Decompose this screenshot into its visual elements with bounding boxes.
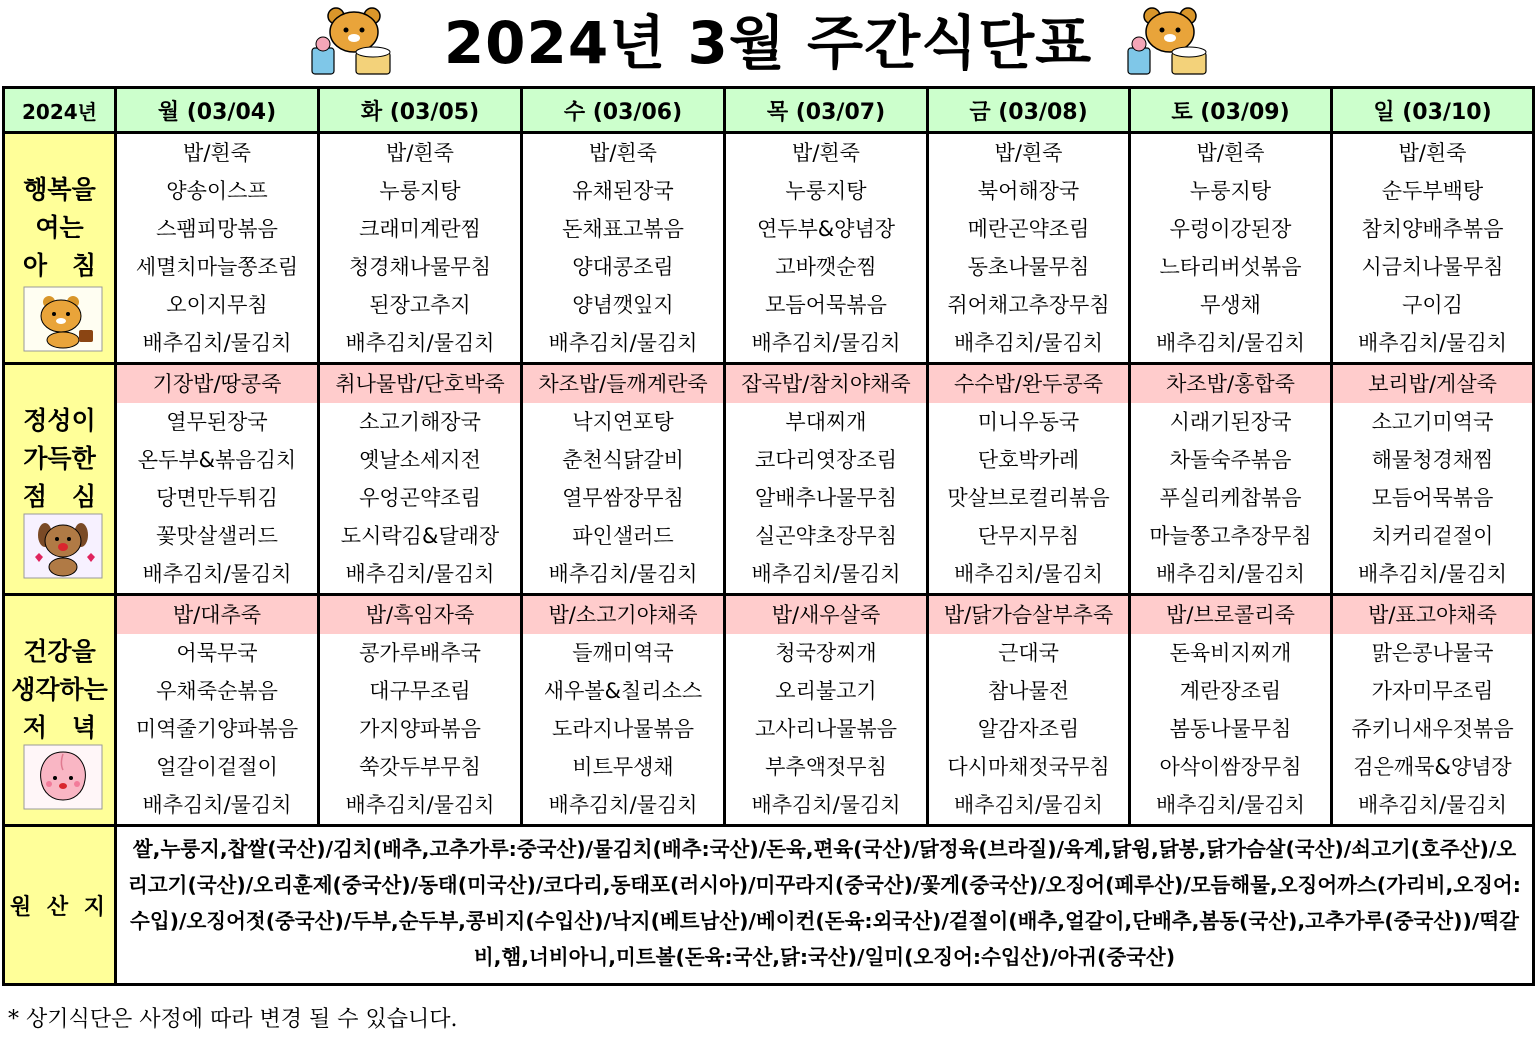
dish-item: 양대콩조림 <box>572 255 674 279</box>
dish-item: 느타리버섯볶음 <box>1159 255 1302 279</box>
menu-cell-sun <box>1332 364 1534 595</box>
dish-item: 알감자조림 <box>977 717 1080 741</box>
page-title: 2024년 3월 주간식단표 <box>443 9 1093 77</box>
menu-cell-sun <box>1332 133 1534 364</box>
menu-cell-fri <box>928 595 1130 826</box>
dish-item: 시래기된장국 <box>1169 410 1292 434</box>
dish-item: 무생채 <box>1200 293 1261 317</box>
dish-item: 배추김치/물김치 <box>953 793 1104 817</box>
dish-item: 도라지나물볶음 <box>551 717 694 741</box>
dish-item: 청경채나물무침 <box>348 255 491 279</box>
dish-item: 코다리엿장조림 <box>754 448 897 472</box>
dish-item: 도시락김&달래장 <box>340 524 500 548</box>
dish-item: 얼갈이겉절이 <box>156 755 278 779</box>
dish-item: 밥/흰죽 <box>994 141 1063 165</box>
day-header-thu: 목 (03/07) <box>725 88 928 133</box>
dish-item: 배추김치/물김치 <box>1357 562 1508 586</box>
dish-item: 배추김치/물김치 <box>548 562 698 586</box>
dish-item: 들깨미역국 <box>572 641 674 665</box>
dish-list <box>117 134 317 362</box>
dish-item: 소고기해장국 <box>359 410 481 434</box>
menu-cell-wed <box>522 595 725 826</box>
dish-item: 쥐어채고추장무침 <box>947 293 1110 317</box>
weekly-menu-table <box>2 86 1535 986</box>
dish-item: 취나물밥/단호박죽 <box>320 365 520 403</box>
dish-item: 배추김치/물김치 <box>751 793 901 817</box>
dish-list <box>1131 365 1330 593</box>
dish-item: 기장밥/땅콩죽 <box>117 365 317 403</box>
dish-item: 배추김치/물김치 <box>345 562 495 586</box>
dish-item: 배추김치/물김치 <box>751 562 901 586</box>
dish-item: 파인샐러드 <box>572 524 674 548</box>
dish-item: 마늘쫑고추장무침 <box>1149 524 1312 548</box>
dish-item: 배추김치/물김치 <box>142 562 292 586</box>
dish-item: 대구무조림 <box>369 679 471 703</box>
dish-item: 배추김치/물김치 <box>953 562 1104 586</box>
dish-list <box>726 365 926 593</box>
dish-item: 가자미무조림 <box>1371 679 1494 703</box>
dish-item: 비트무생채 <box>572 755 674 779</box>
dish-item: 세멸치마늘쫑조림 <box>135 255 299 279</box>
lunch-row <box>4 364 1534 595</box>
menu-cell-fri <box>928 133 1130 364</box>
origin-label: 원 산 지 <box>4 826 116 985</box>
dish-item: 밥/닭가슴살부추죽 <box>929 596 1128 634</box>
breakfast-row <box>4 133 1534 364</box>
dish-item: 단호박카레 <box>977 448 1080 472</box>
dish-item: 우채죽순볶음 <box>156 679 278 703</box>
dish-item: 밥/대추죽 <box>117 596 317 634</box>
menu-cell-thu <box>725 133 928 364</box>
dish-list <box>1333 596 1532 824</box>
dish-item: 우엉곤약조림 <box>359 486 481 510</box>
frodo-dog-mascot-icon <box>23 513 103 579</box>
menu-cell-tue <box>319 133 522 364</box>
menu-cell-tue <box>319 364 522 595</box>
header-row <box>4 88 1534 133</box>
dish-list <box>320 134 520 362</box>
dish-item: 밥/흰죽 <box>386 141 454 165</box>
dish-item: 유채된장국 <box>572 179 674 203</box>
dish-item: 검은깨묵&양념장 <box>1353 755 1512 779</box>
dish-item: 밥/흰죽 <box>792 141 860 165</box>
dish-list <box>523 365 723 593</box>
dish-item: 구이김 <box>1402 293 1463 317</box>
dinner-row <box>4 595 1534 826</box>
dish-item: 밥/새우살죽 <box>726 596 926 634</box>
meal-label-text: 정성이 가득한 점 심 <box>22 406 97 511</box>
dish-item: 부대찌개 <box>785 410 867 434</box>
menu-cell-fri <box>928 364 1130 595</box>
dish-item: 밥/흑임자죽 <box>320 596 520 634</box>
menu-cell-mon <box>116 133 319 364</box>
dish-list <box>320 596 520 824</box>
dish-item: 시금치나물무침 <box>1361 255 1504 279</box>
dish-item: 양송이스프 <box>166 179 268 203</box>
title-area <box>0 0 1536 86</box>
dish-list <box>929 365 1128 593</box>
menu-cell-mon <box>116 364 319 595</box>
day-header-mon: 월 (03/04) <box>116 88 319 133</box>
dish-item: 미역줄기양파볶음 <box>135 717 299 741</box>
dish-item: 배추김치/물김치 <box>953 331 1104 355</box>
dish-item: 차돌숙주볶음 <box>1169 448 1292 472</box>
dish-item: 다시마채젓국무침 <box>947 755 1110 779</box>
dish-item: 계란장조림 <box>1179 679 1282 703</box>
dish-item: 청국장찌개 <box>775 641 877 665</box>
dish-item: 쑥갓두부무침 <box>359 755 481 779</box>
menu-cell-thu <box>725 595 928 826</box>
dish-item: 맛살브로컬리볶음 <box>947 486 1110 510</box>
dish-item: 근대국 <box>998 641 1059 665</box>
dish-item: 콩가루배추국 <box>359 641 481 665</box>
dish-list <box>523 596 723 824</box>
dish-item: 배추김치/물김치 <box>345 793 495 817</box>
dish-item: 수수밥/완두콩죽 <box>929 365 1128 403</box>
dish-item: 누룽지탕 <box>1189 179 1272 203</box>
dish-list <box>117 365 317 593</box>
dish-item: 우렁이강된장 <box>1169 217 1292 241</box>
dish-list <box>726 134 926 362</box>
dish-item: 밥/표고야채죽 <box>1333 596 1532 634</box>
dish-item: 배추김치/물김치 <box>142 331 292 355</box>
dish-item: 밥/흰죽 <box>183 141 251 165</box>
dish-item: 봄동나물무침 <box>1169 717 1292 741</box>
dish-item: 옛날소세지전 <box>359 448 481 472</box>
dish-list <box>1333 134 1532 362</box>
menu-cell-tue <box>319 595 522 826</box>
dish-item: 배추김치/물김치 <box>1357 793 1508 817</box>
dish-item: 배추김치/물김치 <box>1357 331 1508 355</box>
dish-item: 돈육비지찌개 <box>1169 641 1292 665</box>
dish-item: 낙지연포탕 <box>572 410 674 434</box>
menu-cell-sat <box>1130 133 1332 364</box>
dish-list <box>726 596 926 824</box>
dish-item: 동초나물무침 <box>967 255 1090 279</box>
dish-item: 배추김치/물김치 <box>1155 331 1306 355</box>
dish-item: 오이지무침 <box>166 293 268 317</box>
dish-item: 밥/소고기야채죽 <box>523 596 723 634</box>
breakfast-label <box>4 133 116 364</box>
dish-item: 새우볼&칠리소스 <box>543 679 703 703</box>
dish-item: 잡곡밥/참치야채죽 <box>726 365 926 403</box>
menu-cell-wed <box>522 364 725 595</box>
dish-item: 북어해장국 <box>977 179 1080 203</box>
dish-item: 된장고추지 <box>369 293 471 317</box>
dish-item: 스팸피망볶음 <box>156 217 278 241</box>
dish-item: 배추김치/물김치 <box>548 331 698 355</box>
dish-item: 배추김치/물김치 <box>548 793 698 817</box>
dish-item: 미니우동국 <box>977 410 1080 434</box>
dish-item: 밥/브로콜리죽 <box>1131 596 1330 634</box>
day-header-sat: 토 (03/09) <box>1130 88 1332 133</box>
dish-item: 크래미계란찜 <box>359 217 481 241</box>
dish-item: 배추김치/물김치 <box>142 793 292 817</box>
menu-cell-wed <box>522 133 725 364</box>
dish-item: 돈채표고볶음 <box>562 217 684 241</box>
dish-item: 모듬어묵볶음 <box>1371 486 1494 510</box>
dish-item: 가지양파볶음 <box>359 717 481 741</box>
dish-item: 쥬키니새우젓볶음 <box>1351 717 1514 741</box>
ryan-bear-mascot-icon <box>1122 2 1218 82</box>
ryan-mascot-icon <box>23 286 103 352</box>
dish-item: 차조밥/홍합죽 <box>1131 365 1330 403</box>
dish-item: 열무된장국 <box>166 410 268 434</box>
dish-item: 단무지무침 <box>977 524 1080 548</box>
dish-item: 푸실리케찹볶음 <box>1159 486 1302 510</box>
dish-item: 배추김치/물김치 <box>1155 562 1306 586</box>
apeach-mascot-icon <box>23 744 103 810</box>
day-header-tue: 화 (03/05) <box>319 88 522 133</box>
dish-item: 꽃맛살샐러드 <box>156 524 278 548</box>
dish-item: 밥/흰죽 <box>1196 141 1265 165</box>
dish-item: 해물청경채찜 <box>1371 448 1494 472</box>
dinner-label <box>4 595 116 826</box>
year-header: 2024년 <box>4 88 116 133</box>
dish-list <box>929 596 1128 824</box>
day-header-fri: 금 (03/08) <box>928 88 1130 133</box>
dish-item: 치커리겉절이 <box>1371 524 1494 548</box>
dish-item: 실곤약초장무침 <box>754 524 897 548</box>
dish-item: 누룽지탕 <box>379 179 461 203</box>
day-header-wed: 수 (03/06) <box>522 88 725 133</box>
dish-item: 누룽지탕 <box>785 179 867 203</box>
dish-item: 참나물전 <box>987 679 1070 703</box>
dish-list <box>1333 365 1532 593</box>
lunch-label <box>4 364 116 595</box>
dish-item: 아삭이쌈장무침 <box>1159 755 1302 779</box>
meal-label-text: 건강을 생각하는 저 녁 <box>11 637 108 742</box>
day-header-sun: 일 (03/10) <box>1332 88 1534 133</box>
dish-list <box>320 365 520 593</box>
dish-list <box>1131 596 1330 824</box>
dish-item: 양념깻잎지 <box>572 293 674 317</box>
dish-item: 밥/흰죽 <box>589 141 657 165</box>
dish-item: 보리밥/게살죽 <box>1333 365 1532 403</box>
dish-item: 고사리나물볶음 <box>754 717 897 741</box>
menu-cell-mon <box>116 595 319 826</box>
dish-list <box>117 596 317 824</box>
dish-item: 고바깻순찜 <box>775 255 877 279</box>
menu-cell-sat <box>1130 595 1332 826</box>
menu-cell-thu <box>725 364 928 595</box>
meal-label-text: 행복을 여는 아 침 <box>22 175 97 280</box>
footnote: * 상기식단은 사정에 따라 변경 될 수 있습니다. <box>8 1007 458 1032</box>
dish-item: 부추액젓무침 <box>765 755 887 779</box>
dish-item: 차조밥/들깨계란죽 <box>523 365 723 403</box>
dish-item: 맑은콩나물국 <box>1371 641 1494 665</box>
dish-item: 오리불고기 <box>775 679 877 703</box>
dish-list <box>523 134 723 362</box>
dish-item: 메란곤약조림 <box>967 217 1090 241</box>
menu-cell-sun <box>1332 595 1534 826</box>
dish-item: 순두부백탕 <box>1381 179 1484 203</box>
dish-item: 당면만두튀김 <box>156 486 278 510</box>
dish-list <box>1131 134 1330 362</box>
dish-item: 열무쌈장무침 <box>562 486 684 510</box>
dish-item: 온두부&볶음김치 <box>137 448 297 472</box>
origin-text: 쌀,누룽지,찹쌀(국산)/김치(배추,고추가루:중국산)/물김치(배추:국산)/돈육,편육(국산)/닭정육(브라질)/육계,닭윙,닭봉,닭가슴살(국산)/쇠고기(호주산)/오리고기(국산)/오리훈제(중국산)/동태(미국산)/코다리,동태포(러시아)/미꾸라지(중국산)/꽃게(중국산)/오징어(페루산)/모듬해물,오징어까스(가리비,오징어:수입)/오징어젓(중국산)/두부,순두부,콩비지(수입산)/낙지(베트남산)/베이컨(돈육:외국산)/겉절이(배추,얼갈이,단배추,봄동(국산),고추가루(중국산))/떡갈비,햄,너비아니,미트볼(돈육:국산,닭:국산)/일미(오징어:수입산)/아귀(중국산) <box>116 826 1534 985</box>
origin-row <box>4 826 1534 985</box>
dish-item: 배추김치/물김치 <box>1155 793 1306 817</box>
dish-item: 모듬어묵볶음 <box>765 293 887 317</box>
dish-item: 소고기미역국 <box>1371 410 1494 434</box>
dish-item: 밥/흰죽 <box>1398 141 1467 165</box>
menu-cell-sat <box>1130 364 1332 595</box>
dish-item: 춘천식닭갈비 <box>562 448 684 472</box>
dish-item: 연두부&양념장 <box>756 217 896 241</box>
dish-item: 알배추나물무침 <box>754 486 897 510</box>
dish-item: 참치양배추볶음 <box>1361 217 1504 241</box>
dish-list <box>929 134 1128 362</box>
dish-item: 배추김치/물김치 <box>345 331 495 355</box>
dish-item: 배추김치/물김치 <box>751 331 901 355</box>
dish-item: 어묵무국 <box>176 641 258 665</box>
